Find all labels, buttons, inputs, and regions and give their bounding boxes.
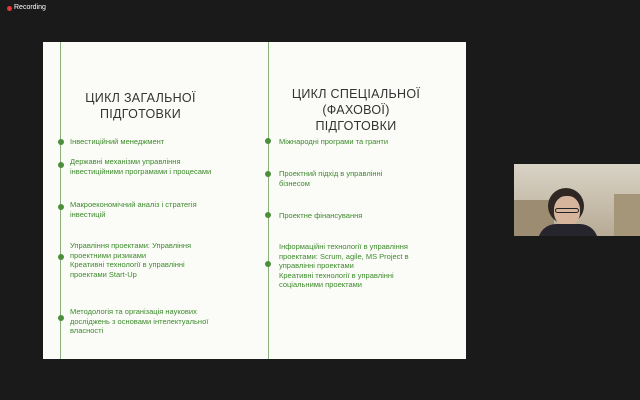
item-line: управлінні проектами <box>279 261 354 270</box>
item-line: Макроекономічний аналіз і стратегія <box>70 200 197 209</box>
left-item-1 <box>70 137 260 147</box>
heading-line: (ФАХОВОЇ) ПІДГОТОВКИ <box>315 103 397 133</box>
item-line: соціальними проектами <box>279 280 362 289</box>
left-item-3 <box>70 200 260 219</box>
record-dot-icon <box>7 6 12 11</box>
item-line: власності <box>70 326 104 335</box>
bullet-icon <box>58 162 64 168</box>
bullet-icon <box>265 138 271 144</box>
item-line: Проектне фінансування <box>279 211 363 220</box>
item-line: Креативні технології в управлінні <box>279 270 394 280</box>
item-line: Методологія та організація наукових <box>70 307 197 316</box>
participant-figure <box>555 208 579 213</box>
heading-line: ПІДГОТОВКИ <box>99 107 182 121</box>
bullet-icon <box>58 204 64 210</box>
item-line: Державні механізми управління <box>70 157 181 166</box>
bullet-icon <box>58 254 64 260</box>
recording-indicator <box>0 0 640 20</box>
right-column-heading <box>281 86 431 134</box>
item-line: інвестиційними програмами і процесами <box>70 166 212 176</box>
left-item-5 <box>70 307 260 336</box>
right-divider-line <box>268 42 269 359</box>
item-line: проектами: Scrum, agile, MS Project в <box>279 251 409 261</box>
right-item-2 <box>279 169 464 188</box>
bullet-icon <box>58 315 64 321</box>
right-item-4 <box>279 242 464 290</box>
bullet-icon <box>58 139 64 145</box>
participant-figure <box>538 224 598 236</box>
heading-line: ЦИКЛ ЗАГАЛЬНОЇ <box>85 91 196 105</box>
bullet-icon <box>265 171 271 177</box>
bullet-icon <box>265 261 271 267</box>
item-line: Міжнародні програми та гранти <box>279 137 389 146</box>
item-line: досліджень з основами інтелектуальної <box>70 316 209 326</box>
item-line: інвестицій <box>70 209 106 219</box>
item-line: Креативні технології в управлінні <box>70 260 185 269</box>
item-line: Проектний підхід в управлінні <box>279 169 383 178</box>
shared-slide <box>43 42 466 359</box>
item-line: Інформаційні технології в управління <box>279 242 408 251</box>
heading-line: ЦИКЛ СПЕЦІАЛЬНОЇ <box>291 87 421 101</box>
bullet-icon <box>265 212 271 218</box>
item-line: проектними ризиками <box>70 250 147 260</box>
right-item-3 <box>279 211 464 221</box>
right-item-1 <box>279 137 464 147</box>
item-line: Управління проектами: Управління <box>70 241 192 250</box>
item-line: проектами Start-Up <box>70 269 137 279</box>
left-item-4 <box>70 241 260 279</box>
item-line: бізнесом <box>279 178 310 188</box>
item-line: Інвестиційний менеджмент <box>70 137 165 146</box>
left-item-2 <box>70 157 260 176</box>
left-column-heading <box>83 90 198 122</box>
left-divider-line <box>60 42 61 359</box>
video-background <box>614 194 640 236</box>
recording-label: Recording <box>14 4 46 11</box>
participant-video-thumbnail[interactable] <box>514 164 640 236</box>
